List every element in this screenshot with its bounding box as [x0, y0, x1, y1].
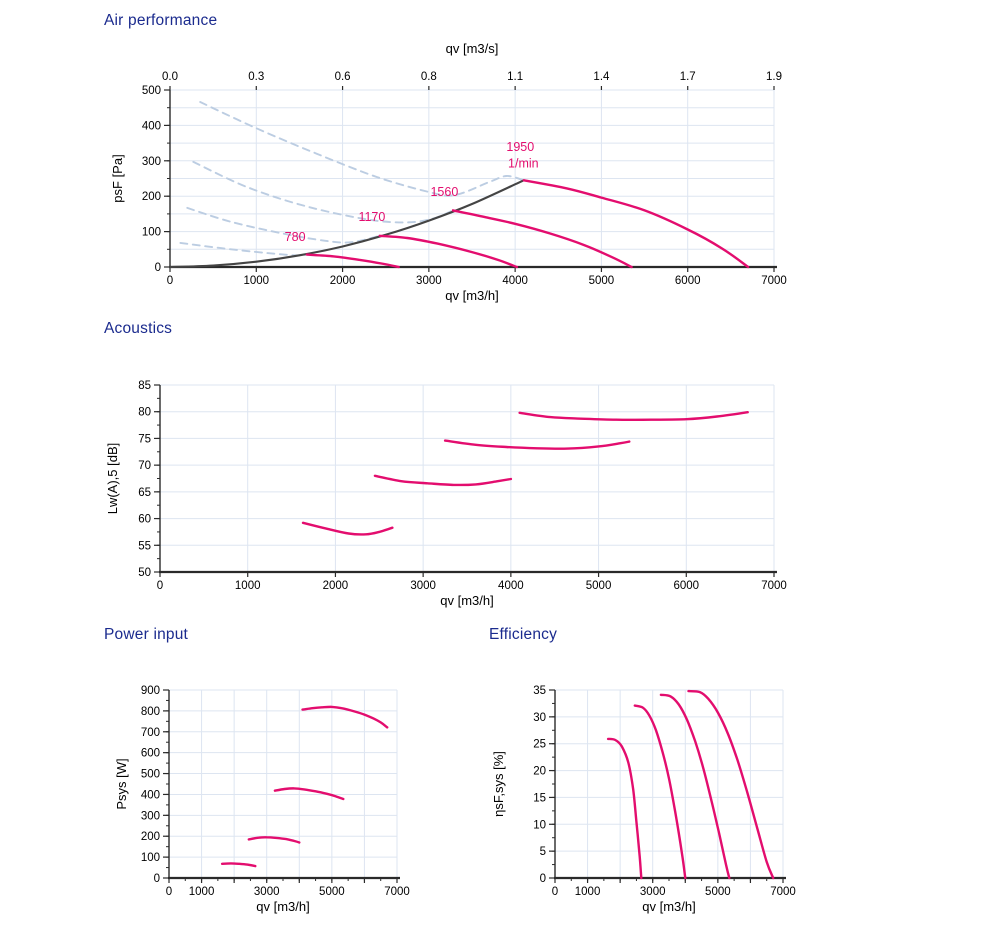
y-tick-label: 65 — [138, 486, 151, 499]
x-tick-label: 6000 — [674, 275, 701, 287]
x-tick-label: 5000 — [705, 886, 731, 898]
x-tick-label: 1000 — [243, 275, 270, 287]
x-tick-label: 5000 — [319, 886, 345, 898]
curve-1170-1-min — [375, 476, 511, 485]
x-axis-title: qv [m3/h] — [256, 899, 310, 914]
curve-1950-1-min — [524, 180, 748, 267]
x-tick-label: 1000 — [574, 886, 601, 898]
y-tick-label: 0 — [153, 873, 160, 885]
x-tick-label: 0 — [166, 275, 174, 287]
y-tick-label: 60 — [138, 513, 151, 526]
curve-1950-1-min — [303, 707, 388, 728]
curve-1560-1-min — [453, 210, 632, 267]
y-tick-label: 10 — [533, 819, 546, 832]
y-axis-title: psF [Pa] — [110, 154, 125, 203]
curve-1170-1-min — [380, 236, 517, 267]
x2-tick-label: 0.0 — [162, 71, 178, 83]
curve-label: 1170 — [358, 209, 386, 224]
curve-label: 780 — [284, 229, 306, 244]
x-tick-label: 2000 — [322, 580, 349, 592]
x-tick-label: 7000 — [761, 580, 787, 592]
y-tick-label: 300 — [141, 155, 161, 168]
curve-label: 1560 — [430, 184, 459, 199]
x-tick-label: 0 — [165, 886, 173, 898]
y-tick-label: 30 — [533, 711, 546, 724]
x-tick-label: 3000 — [416, 275, 442, 287]
x-tick-label: 2000 — [329, 275, 356, 287]
y-tick-label: 20 — [533, 765, 546, 778]
y-tick-label: 55 — [138, 540, 151, 553]
curve-1950-1-min — [689, 691, 774, 878]
x-tick-label: 0 — [156, 580, 164, 592]
x-tick-label: 0 — [551, 886, 559, 898]
x-axis-title: qv [m3/h] — [445, 288, 499, 303]
y-axis-title: Psys [W] — [114, 758, 129, 810]
x2-axis-title: qv [m3/s] — [445, 41, 499, 56]
acoustics-title: Acoustics — [104, 320, 173, 337]
curve-1950-1-min-extension — [200, 102, 524, 196]
x2-tick-label: 0.6 — [334, 71, 351, 83]
chart-acoustics — [105, 380, 787, 608]
y-tick-label: 70 — [138, 460, 151, 473]
x-tick-label: 3000 — [639, 886, 666, 898]
curve-1950-1-min — [520, 412, 748, 420]
x2-tick-label: 1.9 — [766, 71, 782, 83]
y-tick-label: 80 — [138, 406, 151, 419]
y-tick-label: 300 — [140, 810, 160, 823]
y-tick-label: 200 — [141, 191, 161, 204]
y-tick-label: 900 — [140, 685, 160, 697]
y-tick-label: 200 — [140, 831, 160, 844]
curve-1560-1-min-extension — [193, 162, 453, 223]
y-tick-label: 85 — [138, 380, 151, 392]
efficiency-title: Efficiency — [489, 626, 558, 643]
curve-1170-1-min — [635, 706, 686, 878]
y-tick-label: 100 — [141, 226, 161, 239]
x2-tick-label: 1.4 — [593, 71, 610, 83]
x-tick-label: 6000 — [673, 580, 700, 592]
y-tick-label: 700 — [140, 726, 160, 739]
y-tick-label: 600 — [140, 747, 160, 760]
y-tick-label: 0 — [539, 873, 546, 885]
y-axis-title: Lw(A),5 [dB] — [105, 442, 120, 515]
x2-tick-label: 1.7 — [679, 71, 696, 83]
x2-tick-label: 0.3 — [248, 71, 265, 83]
x-axis-title: qv [m3/h] — [642, 899, 696, 914]
y-tick-label: 75 — [138, 433, 151, 446]
y-tick-label: 15 — [533, 792, 546, 805]
curve-1170-1-min — [249, 837, 299, 842]
curve-1560-1-min — [445, 441, 629, 449]
y-tick-label: 500 — [140, 768, 160, 781]
curve-label: 1/min — [508, 156, 539, 171]
x2-tick-label: 0.8 — [420, 71, 437, 83]
y-tick-label: 100 — [140, 852, 160, 865]
x-tick-label: 7000 — [770, 886, 796, 898]
y-tick-label: 5 — [539, 846, 546, 859]
curve-780-1-min — [608, 739, 641, 878]
x-tick-label: 5000 — [585, 580, 612, 592]
x-tick-label: 4000 — [502, 275, 528, 287]
x-tick-label: 7000 — [384, 886, 410, 898]
y-tick-label: 35 — [533, 685, 546, 697]
chart-power — [114, 685, 410, 914]
curve-system-guide-curve — [170, 180, 524, 267]
x-tick-label: 3000 — [410, 580, 436, 592]
x-tick-label: 5000 — [588, 275, 615, 287]
curve-780-1-min — [307, 255, 399, 267]
x-tick-label: 7000 — [761, 275, 787, 287]
x2-tick-label: 1.1 — [507, 71, 524, 83]
y-tick-label: 25 — [533, 738, 546, 751]
chart-air — [110, 41, 787, 303]
x-tick-label: 4000 — [498, 580, 524, 592]
x-tick-label: 1000 — [188, 886, 215, 898]
x-axis-title: qv [m3/h] — [440, 593, 494, 608]
chart-efficiency — [491, 685, 796, 914]
y-tick-label: 400 — [140, 789, 160, 802]
y-tick-label: 0 — [154, 262, 161, 274]
y-tick-label: 500 — [141, 85, 161, 97]
y-tick-label: 800 — [140, 705, 160, 718]
curve-1560-1-min — [275, 788, 343, 799]
curve-label: 1950 — [506, 139, 535, 154]
x-tick-label: 3000 — [253, 886, 280, 898]
air-performance-title: Air performance — [104, 12, 218, 29]
power-input-title: Power input — [104, 626, 189, 643]
y-axis-title: ηsF,sys [%] — [491, 751, 506, 817]
y-tick-label: 400 — [141, 120, 161, 133]
curve-780-1-min — [303, 523, 392, 535]
curve-1170-1-min-extension — [187, 208, 379, 243]
x-tick-label: 1000 — [234, 580, 261, 592]
curve-780-1-min — [222, 863, 255, 866]
y-tick-label: 50 — [138, 567, 151, 579]
